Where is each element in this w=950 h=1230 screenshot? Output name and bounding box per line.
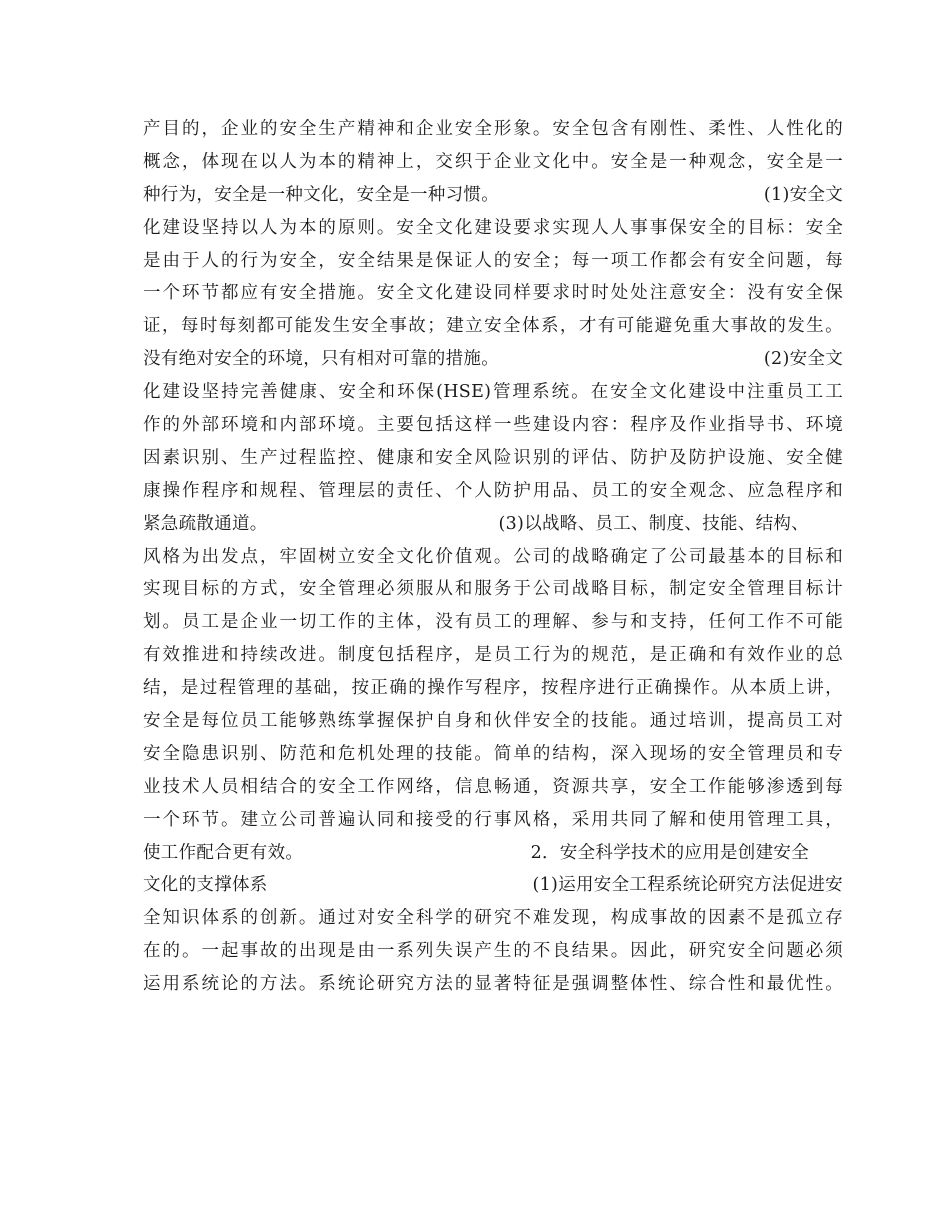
- text-line: 有效推进和持续改进。制度包括程序，是员工行为的规范，是正确和有效作业的总: [143, 645, 843, 666]
- text-line: 概念，体现在以人为本的精神上，交织于企业文化中。安全是一种观念，安全是一: [143, 151, 843, 172]
- text-line-right: (1)安全文: [763, 184, 843, 205]
- text-line: [143, 869, 843, 902]
- text-line: 一个环节都应有安全措施。安全文化建设同样要求时时处处注意安全：没有安全保: [143, 283, 843, 304]
- text-line: [143, 179, 843, 212]
- text-line: 业技术人员相结合的安全工作网络，信息畅通，资源共享，安全工作能够渗透到每: [143, 776, 843, 797]
- text-line: [143, 343, 843, 376]
- text-line: 康操作程序和规程、管理层的责任、个人防护用品、员工的安全观念、应急程序和: [143, 480, 843, 501]
- text-line-right: (3)以战略、员工、制度、技能、结构、: [498, 513, 809, 534]
- text-line: [143, 837, 843, 870]
- text-line: 是由于人的行为安全，安全结果是保证人的安全；每一项工作都会有安全问题，每: [143, 250, 843, 271]
- text-line: 结，是过程管理的基础，按正确的操作写程序，按程序进行正确操作。从本质上讲，: [143, 678, 843, 699]
- text-line-left: 没有绝对安全的环境，只有相对可靠的措施。: [143, 349, 499, 370]
- text-line: 因素识别、生产过程监控、健康和安全风险识别的评估、防护及防护设施、安全健: [143, 447, 843, 468]
- text-line: 化建设坚持以人为本的原则。安全文化建设要求实现人人事事保安全的目标：安全: [143, 217, 843, 238]
- text-line-right: 2．安全科学技术的应用是创建安全: [530, 842, 809, 863]
- text-line: 作的外部环境和内部环境。主要包括这样一些建设内容：程序及作业指导书、环境: [143, 415, 843, 436]
- text-line: 安全是每位员工能够熟练掌握保护自身和伙伴安全的技能。通过培训，提高员工对: [143, 711, 843, 732]
- body-text: [143, 113, 843, 1001]
- text-line-right: (2)安全文: [763, 349, 843, 370]
- text-line: 实现目标的方式，安全管理必须服从和服务于公司战略目标，制定安全管理目标计: [143, 579, 843, 600]
- text-line: 一个环节。建立公司普遍认同和接受的行事风格，采用共同了解和使用管理工具，: [143, 809, 843, 830]
- text-line: 证，每时每刻都可能发生安全事故；建立安全体系，才有可能避免重大事故的发生。: [143, 316, 843, 337]
- text-line-left: 文化的支撑体系: [143, 875, 268, 896]
- text-line: 全知识体系的创新。通过对安全科学的研究不难发现，构成事故的因素不是孤立存: [143, 908, 843, 929]
- text-line: 风格为出发点，牢固树立安全文化价值观。公司的战略确定了公司最基本的目标和: [143, 546, 843, 567]
- text-line-left: 使工作配合更有效。: [143, 842, 304, 863]
- text-line: 化建设坚持完善健康、安全和环保(HSE)管理系统。在安全文化建设中注重员工工: [143, 382, 843, 403]
- text-line: 产目的，企业的安全生产精神和企业安全形象。安全包含有刚性、柔性、人性化的: [143, 119, 843, 139]
- text-line-right: (1)运用安全工程系统论研究方法促进安: [532, 875, 843, 896]
- text-line: 划。员工是企业一切工作的主体，没有员工的理解、参与和支持，任何工作不可能: [143, 612, 843, 633]
- text-line: 在的。一起事故的出现是由一系列失误产生的不良结果。因此，研究安全问题必须: [143, 941, 843, 962]
- text-line-left: 紧急疏散通道。: [143, 513, 268, 534]
- text-line-left: 种行为，安全是一种文化，安全是一种习惯。: [143, 184, 499, 205]
- text-line: [143, 508, 843, 541]
- text-line: 安全隐患识别、防范和危机处理的技能。简单的结构，深入现场的安全管理员和专: [143, 743, 843, 764]
- text-line: 运用系统论的方法。系统论研究方法的显著特征是强调整体性、综合性和最优性。: [143, 974, 843, 995]
